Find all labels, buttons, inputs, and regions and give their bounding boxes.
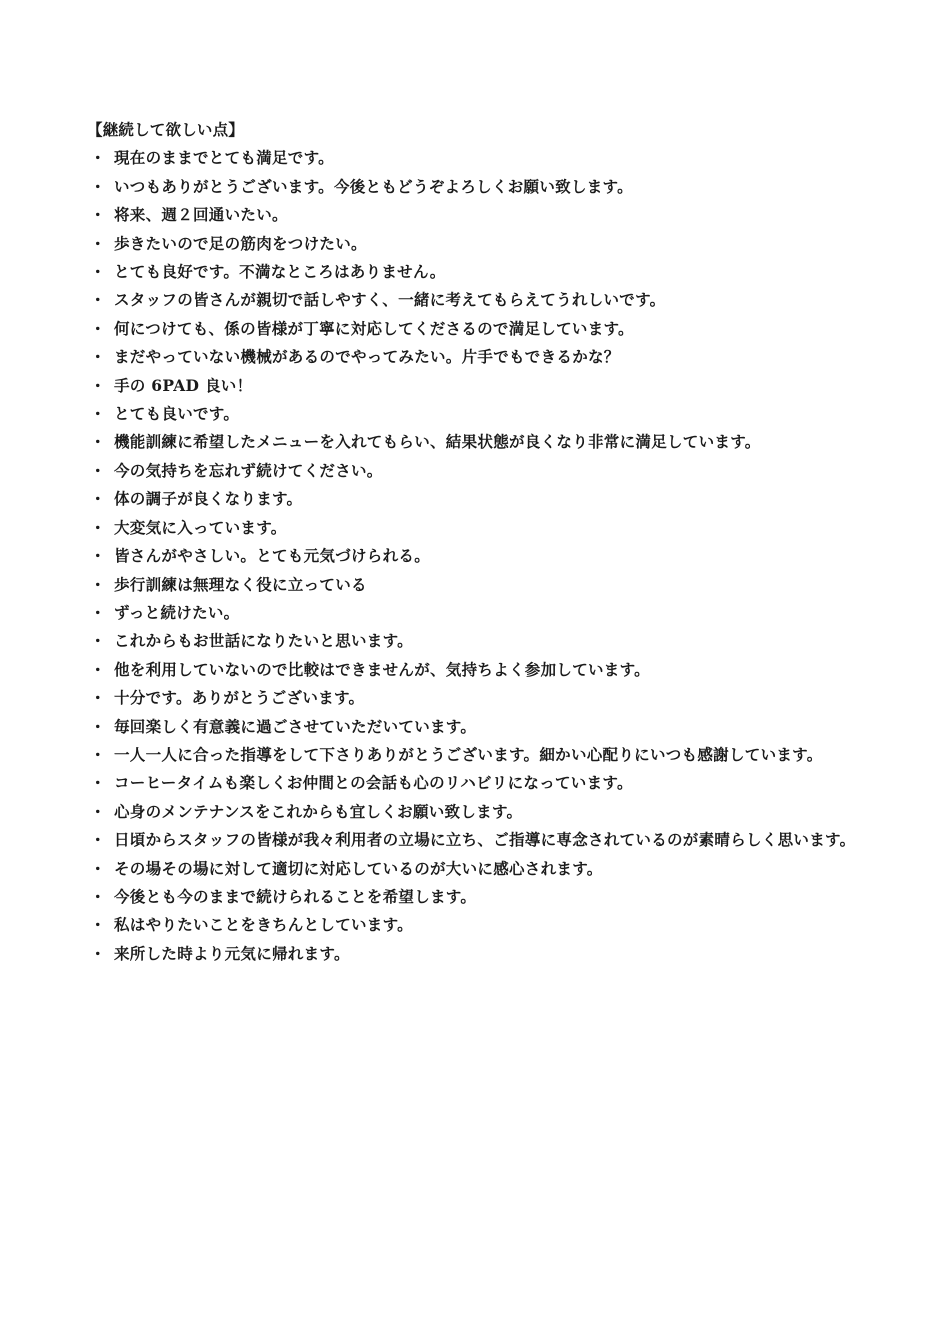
- feedback-text: 大変気に入っています。: [114, 517, 287, 537]
- bullet-marker: ・: [90, 290, 106, 310]
- feedback-item: [88, 883, 868, 911]
- bullet-marker: ・: [90, 801, 106, 821]
- feedback-text: 機能訓練に希望したメニューを入れてもらい、結果状態が良くなり非常に満足しています。: [114, 432, 761, 452]
- feedback-item: [88, 485, 868, 513]
- section-heading: 【継続して欲しい点】: [87, 120, 245, 139]
- bullet-marker: ・: [90, 148, 106, 168]
- feedback-text: 私はやりたいことをきちんとしています。: [114, 915, 413, 935]
- feedback-text: 体の調子が良くなります。: [114, 489, 303, 509]
- feedback-item: [88, 826, 868, 854]
- bullet-marker: ・: [90, 404, 106, 424]
- bullet-marker: ・: [90, 631, 106, 651]
- feedback-item: [88, 542, 868, 570]
- feedback-item: [88, 911, 868, 939]
- feedback-item: [88, 258, 868, 286]
- bullet-marker: ・: [90, 830, 106, 850]
- feedback-item: [88, 315, 868, 343]
- feedback-item: [88, 230, 868, 258]
- feedback-text: 現在のままでとても満足です。: [114, 148, 334, 168]
- bullet-marker: ・: [90, 205, 106, 225]
- feedback-text: まだやっていない機械があるのでやってみたい。片手でもできるかな？: [114, 347, 620, 367]
- feedback-text: 毎回楽しく有意義に過ごさせていただいています。: [114, 716, 477, 736]
- bullet-marker: ・: [90, 432, 106, 452]
- feedback-item: [88, 173, 868, 201]
- feedback-text: 今後とも今のままで続けられることを希望します。: [114, 886, 477, 906]
- feedback-text: 十分です。ありがとうございます。: [114, 688, 365, 708]
- feedback-item: [88, 201, 868, 229]
- bullet-marker: ・: [90, 915, 106, 935]
- bullet-marker: ・: [90, 943, 106, 963]
- bullet-marker: ・: [90, 318, 106, 338]
- document-content: [88, 116, 868, 968]
- feedback-list: [88, 144, 868, 968]
- feedback-item: [88, 286, 868, 314]
- feedback-text: 日頃からスタッフの皆様が我々利用者の立場に立ち、ご指導に専念されているのが素晴らしく思います。: [114, 830, 856, 850]
- feedback-item: [88, 940, 868, 968]
- bullet-marker: ・: [90, 886, 106, 906]
- feedback-item: [88, 769, 868, 797]
- feedback-text: 歩きたいので足の筋肉をつけたい。: [114, 233, 367, 253]
- feedback-item: [88, 372, 868, 400]
- bullet-marker: ・: [90, 716, 106, 736]
- feedback-text: 今の気持ちを忘れず続けてください。: [114, 460, 383, 480]
- feedback-text: コーヒータイムも楽しくお仲間との会話も心のリハビリになっています。: [114, 773, 633, 793]
- feedback-item: [88, 400, 868, 428]
- feedback-text: 将来、週２回通いたい。: [114, 205, 288, 225]
- feedback-item: [88, 144, 868, 172]
- bullet-marker: ・: [90, 517, 106, 537]
- feedback-text: スタッフの皆さんが親切で話しやすく、一緒に考えてもらえてうれしいです。: [114, 290, 666, 310]
- bullet-marker: ・: [90, 262, 106, 282]
- bullet-marker: ・: [90, 546, 106, 566]
- feedback-text: とても良いです。: [114, 404, 240, 424]
- feedback-item: [88, 627, 868, 655]
- feedback-text: 歩行訓練は無理なく役に立っている: [114, 574, 367, 594]
- feedback-item: [88, 741, 868, 769]
- feedback-item: [88, 855, 868, 883]
- feedback-item: [88, 571, 868, 599]
- feedback-text: 手の 6PAD 良い！: [114, 375, 253, 395]
- feedback-item: [88, 684, 868, 712]
- bullet-marker: ・: [90, 659, 106, 679]
- bullet-marker: ・: [90, 744, 106, 764]
- bullet-marker: ・: [90, 773, 106, 793]
- feedback-text: いつもありがとうございます。今後ともどうぞよろしくお願い致します。: [114, 176, 633, 196]
- bullet-marker: ・: [90, 347, 106, 367]
- feedback-item: [88, 343, 868, 371]
- feedback-item: [88, 656, 868, 684]
- bullet-marker: ・: [90, 489, 106, 509]
- bullet-marker: ・: [90, 602, 106, 622]
- feedback-text: 心身のメンテナンスをこれからも宜しくお願い致します。: [114, 801, 523, 821]
- feedback-item: [88, 428, 868, 456]
- feedback-text: 何につけても、係の皆様が丁寧に対応してくださるので満足しています。: [114, 318, 634, 338]
- feedback-item: [88, 514, 868, 542]
- bullet-marker: ・: [90, 688, 106, 708]
- feedback-item: [88, 599, 868, 627]
- feedback-text: その場その場に対して適切に対応しているのが大いに感心されます。: [114, 858, 603, 878]
- bullet-marker: ・: [90, 176, 106, 196]
- feedback-text: 来所した時より元気に帰れます。: [114, 943, 350, 963]
- feedback-text: 他を利用していないので比較はできませんが、気持ちよく参加しています。: [114, 659, 650, 679]
- feedback-text: とても良好です。不満なところはありません。: [114, 262, 446, 282]
- feedback-item: [88, 457, 868, 485]
- bullet-marker: ・: [90, 574, 106, 594]
- feedback-text: 一人一人に合った指導をして下さりありがとうございます。細かい心配りにいつも感謝しています。: [114, 744, 823, 764]
- bullet-marker: ・: [90, 375, 106, 395]
- bullet-marker: ・: [90, 233, 106, 253]
- feedback-text: これからもお世話になりたいと思います。: [114, 631, 413, 651]
- feedback-text: ずっと続けたい。: [114, 602, 240, 622]
- bullet-marker: ・: [90, 858, 106, 878]
- feedback-item: [88, 713, 868, 741]
- feedback-text: 皆さんがやさしい。とても元気づけられる。: [114, 546, 431, 566]
- bullet-marker: ・: [90, 460, 106, 480]
- feedback-item: [88, 798, 868, 826]
